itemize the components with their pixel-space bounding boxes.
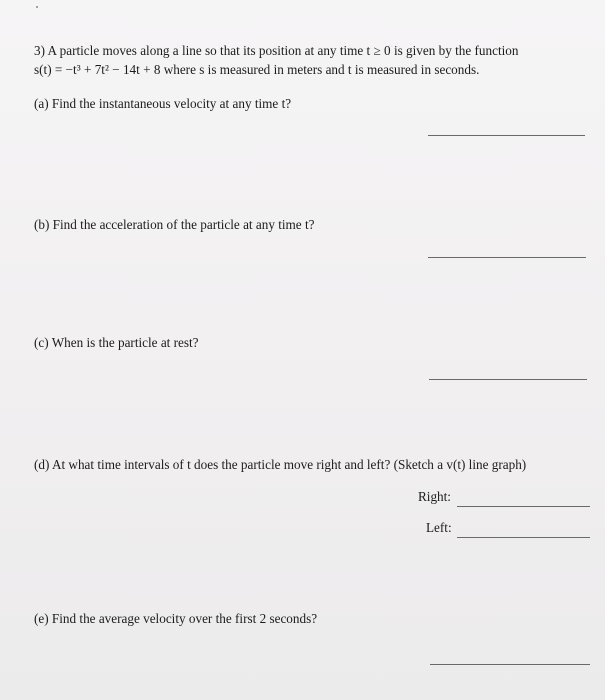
question-line-2: s(t) = −t³ + 7t² − 14t + 8 where s is measured in meters and t is measured in seconds. <box>34 62 480 77</box>
part-b-answer-blank[interactable] <box>428 257 586 258</box>
part-b-prompt: (b) Find the acceleration of the particle at any time t? <box>34 217 315 232</box>
question-line-1: 3) A particle moves along a line so that its position at any time t ≥ 0 is given by the function <box>34 43 519 58</box>
part-d-left-label: Left: <box>426 520 452 535</box>
part-d-right-label: Right: <box>418 489 451 504</box>
part-c-prompt: (c) When is the particle at rest? <box>34 335 199 350</box>
page-mark <box>36 6 38 8</box>
part-d-left-blank[interactable] <box>457 537 590 538</box>
part-d-right-blank[interactable] <box>457 506 590 507</box>
part-e-prompt: (e) Find the average velocity over the first 2 seconds? <box>34 611 318 626</box>
part-a-answer-blank[interactable] <box>428 135 585 136</box>
part-e-answer-blank[interactable] <box>430 664 590 665</box>
part-a-prompt: (a) Find the instantaneous velocity at any time t? <box>34 96 292 111</box>
part-c-answer-blank[interactable] <box>429 379 587 380</box>
part-d-prompt: (d) At what time intervals of t does the particle move right and left? (Sketch a v(t) line graph) <box>34 457 527 472</box>
